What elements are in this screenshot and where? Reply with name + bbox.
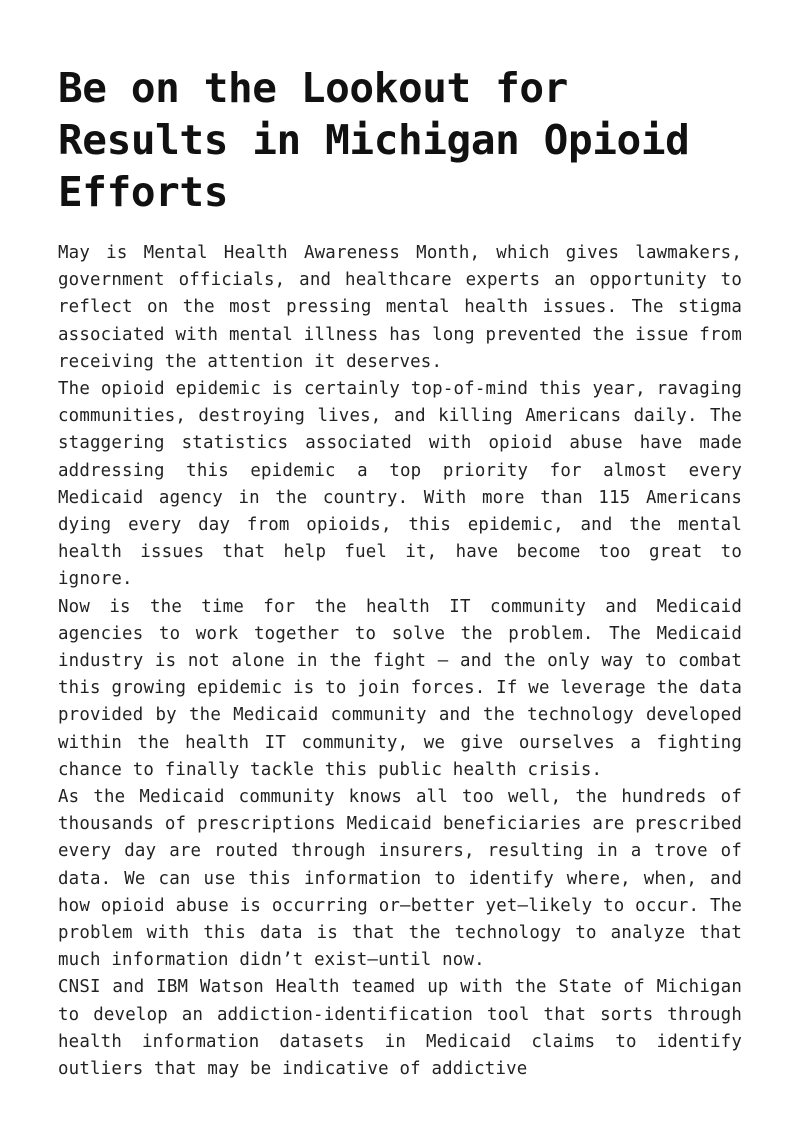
article-paragraph: The opioid epidemic is certainly top-of-mind this year, ravaging communities, destroying lives, and killing Americans daily. The staggering statistics associated with opioid abuse have made addressing this epidemic a top priority for almost every Medicaid agency in the country. With more than 115 Americans dying every day from opioids, this epidemic, and the mental health issues that help fuel it, have become too great to ignore. (58, 379, 742, 590)
article (58, 56, 742, 1083)
article-paragraph: CNSI and IBM Watson Health teamed up with the State of Michigan to develop an addiction-identification tool that sorts through health information datasets in Medicaid claims to identify outliers that may be indicative of addictive (58, 977, 742, 1080)
article-paragraph: Now is the time for the health IT community and Medicaid agencies to work together to solve the problem. The Medicaid industry is not alone in the fight – and the only way to combat this growing epidemic is to join forces. If we leverage the data provided by the Medicaid community and the technology developed within the health IT community, we give ourselves a fighting chance to finally tackle this public health crisis. (58, 596, 742, 780)
article-paragraph: As the Medicaid community knows all too well, the hundreds of thousands of prescriptions Medicaid beneficiaries are prescribed every day are routed through insurers, resulting in a trove of data. We can use this information to identify where, when, and how opioid abuse is occurring or—better yet—likely to occur. The problem with this data is that the technology to analyze that much information didn’t exist—until now. (58, 787, 742, 971)
article-paragraph: May is Mental Health Awareness Month, which gives lawmakers, government officials, and healthcare experts an opportunity to reflect on the most pressing mental health issues. The stigma associated with mental illness has long prevented the issue from receiving the attention it deserves. (58, 243, 742, 372)
article-title: Be on the Lookout for Results in Michigan Opioid Efforts (58, 64, 690, 216)
